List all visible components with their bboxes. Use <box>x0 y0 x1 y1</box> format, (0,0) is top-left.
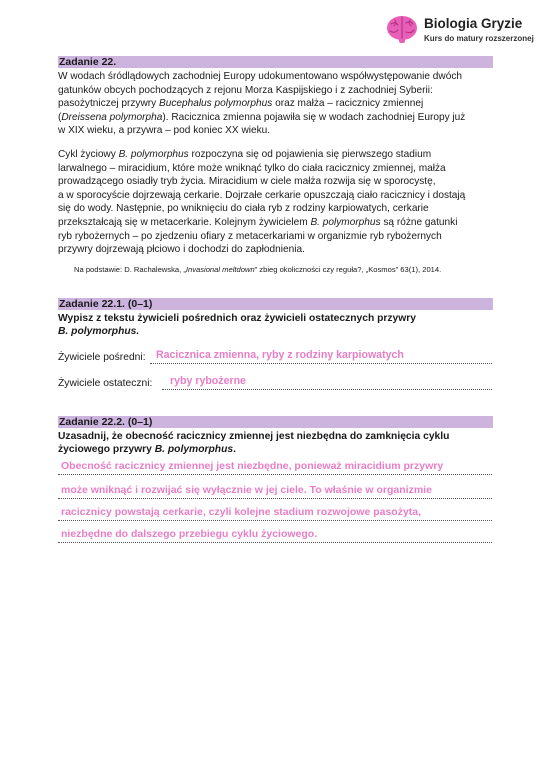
intermediate-hosts-label: Żywiciele pośredni: <box>58 352 146 363</box>
instruction-line: życiowego przywry B. polymorphus. <box>58 444 236 456</box>
answer-text: niezbędne do dalszego przebiegu cyklu życiowego. <box>61 528 318 540</box>
answer-line-2[interactable] <box>58 484 492 499</box>
text-line: w XIX wieku, a przywra – pod koniec XX wieku. <box>58 125 271 137</box>
instruction-line-species: B. polymorphus. <box>58 326 140 338</box>
answer-line-4[interactable] <box>58 528 492 543</box>
text-line: przekształcają się w metacerkarie. Kolejnym żywicielem B. polymorphus są różne gatunki <box>58 216 458 228</box>
instruction-line: Wypisz z tekstu żywicieli pośrednich oraz żywicieli ostatecznych przywry <box>58 313 417 324</box>
answer-line <box>150 363 492 364</box>
text-line: Cykl życiowy B. polymorphus rozpoczyna się od pojawienia się pierwszego stadium <box>58 149 432 160</box>
task-22-2-instruction <box>58 430 494 457</box>
text-line: ryb rybożernych – po zjedzeniu ofiary z metacerkariami w organizmie ryb rybożernych <box>58 230 442 242</box>
text-line: larwalnego – miracidium, które może wniknąć tylko do ciała racicznicy zmiennej, małża <box>58 162 446 174</box>
intermediate-hosts-answer[interactable]: Racicznica zmienna, ryby z rodziny karpiowatych <box>156 349 404 361</box>
answer-line <box>162 389 492 390</box>
answer-text: może wniknąć i rozwijać się wyłącznie w jej ciele. To właśnie w organizmie <box>61 484 432 496</box>
task-22-intro-paragraph <box>58 70 494 138</box>
text-line: gatunków obcych pochodzących z rejonu Morza Kaspijskiego i z zachodniej Syberii: <box>58 84 433 96</box>
text-line: się do wody. Następnie, po wniknięciu do ciała ryb z rodziny karpiowatych, cerkarie <box>58 203 429 215</box>
source-citation: Na podstawie: D. Rachalewska, „Invasional meltdown” zbieg okoliczności czy reguła?, „Kosmos” 63(1), 2014. <box>74 265 442 274</box>
brain-icon <box>386 14 418 44</box>
text-line: przywry dojrzewają płciowo i dochodzi do zapłodnienia. <box>58 244 305 256</box>
answer-line-3[interactable] <box>58 506 492 521</box>
text-line: (Dreissena polymorpha). Racicznica zmienna pojawiła się w wodach zachodniej Europy już <box>58 111 466 123</box>
brand-subtitle: Kurs do matury rozszerzonej <box>424 34 534 43</box>
text-line: W wodach śródlądowych zachodniej Europy udokumentowano współwystępowanie dwóch <box>58 71 462 82</box>
answer-line-1[interactable] <box>58 460 492 475</box>
answer-row-final-hosts <box>58 374 492 390</box>
text-line: a w sporocyście dojrzewają cerkarie. Dojrzałe cerkarie opuszczają ciało racicznicy i dostają <box>58 189 466 201</box>
brand-logo <box>386 14 546 48</box>
answer-row-intermediate-hosts <box>58 348 492 364</box>
text-line: prowadzącego osiadły tryb życia. Miracidium w ciele małża rozwija się w sporocystę, <box>58 176 436 188</box>
task-22-1-header: Zadanie 22.1. (0–1) <box>58 298 493 310</box>
final-hosts-label: Żywiciele ostateczni: <box>58 378 153 389</box>
task-22-1-instruction <box>58 312 494 339</box>
final-hosts-answer[interactable]: ryby rybożerne <box>170 375 246 387</box>
task-22-lifecycle-paragraph <box>58 148 494 257</box>
answer-text: racicznicy powstają cerkarie, czyli kolejne stadium rozwojowe pasożyta, <box>61 506 422 518</box>
task-22-2-header: Zadanie 22.2. (0–1) <box>58 416 493 428</box>
text-line: pasożytniczej przywry Bucephalus polymorphus oraz małża – racicznicy zmiennej <box>58 98 424 110</box>
instruction-line: Uzasadnij, że obecność racicznicy zmiennej jest niezbędna do zamknięcia cyklu <box>58 431 450 442</box>
brand-title: Biologia Gryzie <box>424 16 523 31</box>
answer-text: Obecność racicznicy zmiennej jest niezbędne, ponieważ miracidium przywry <box>61 460 444 472</box>
task-22-header: Zadanie 22. <box>58 56 493 68</box>
